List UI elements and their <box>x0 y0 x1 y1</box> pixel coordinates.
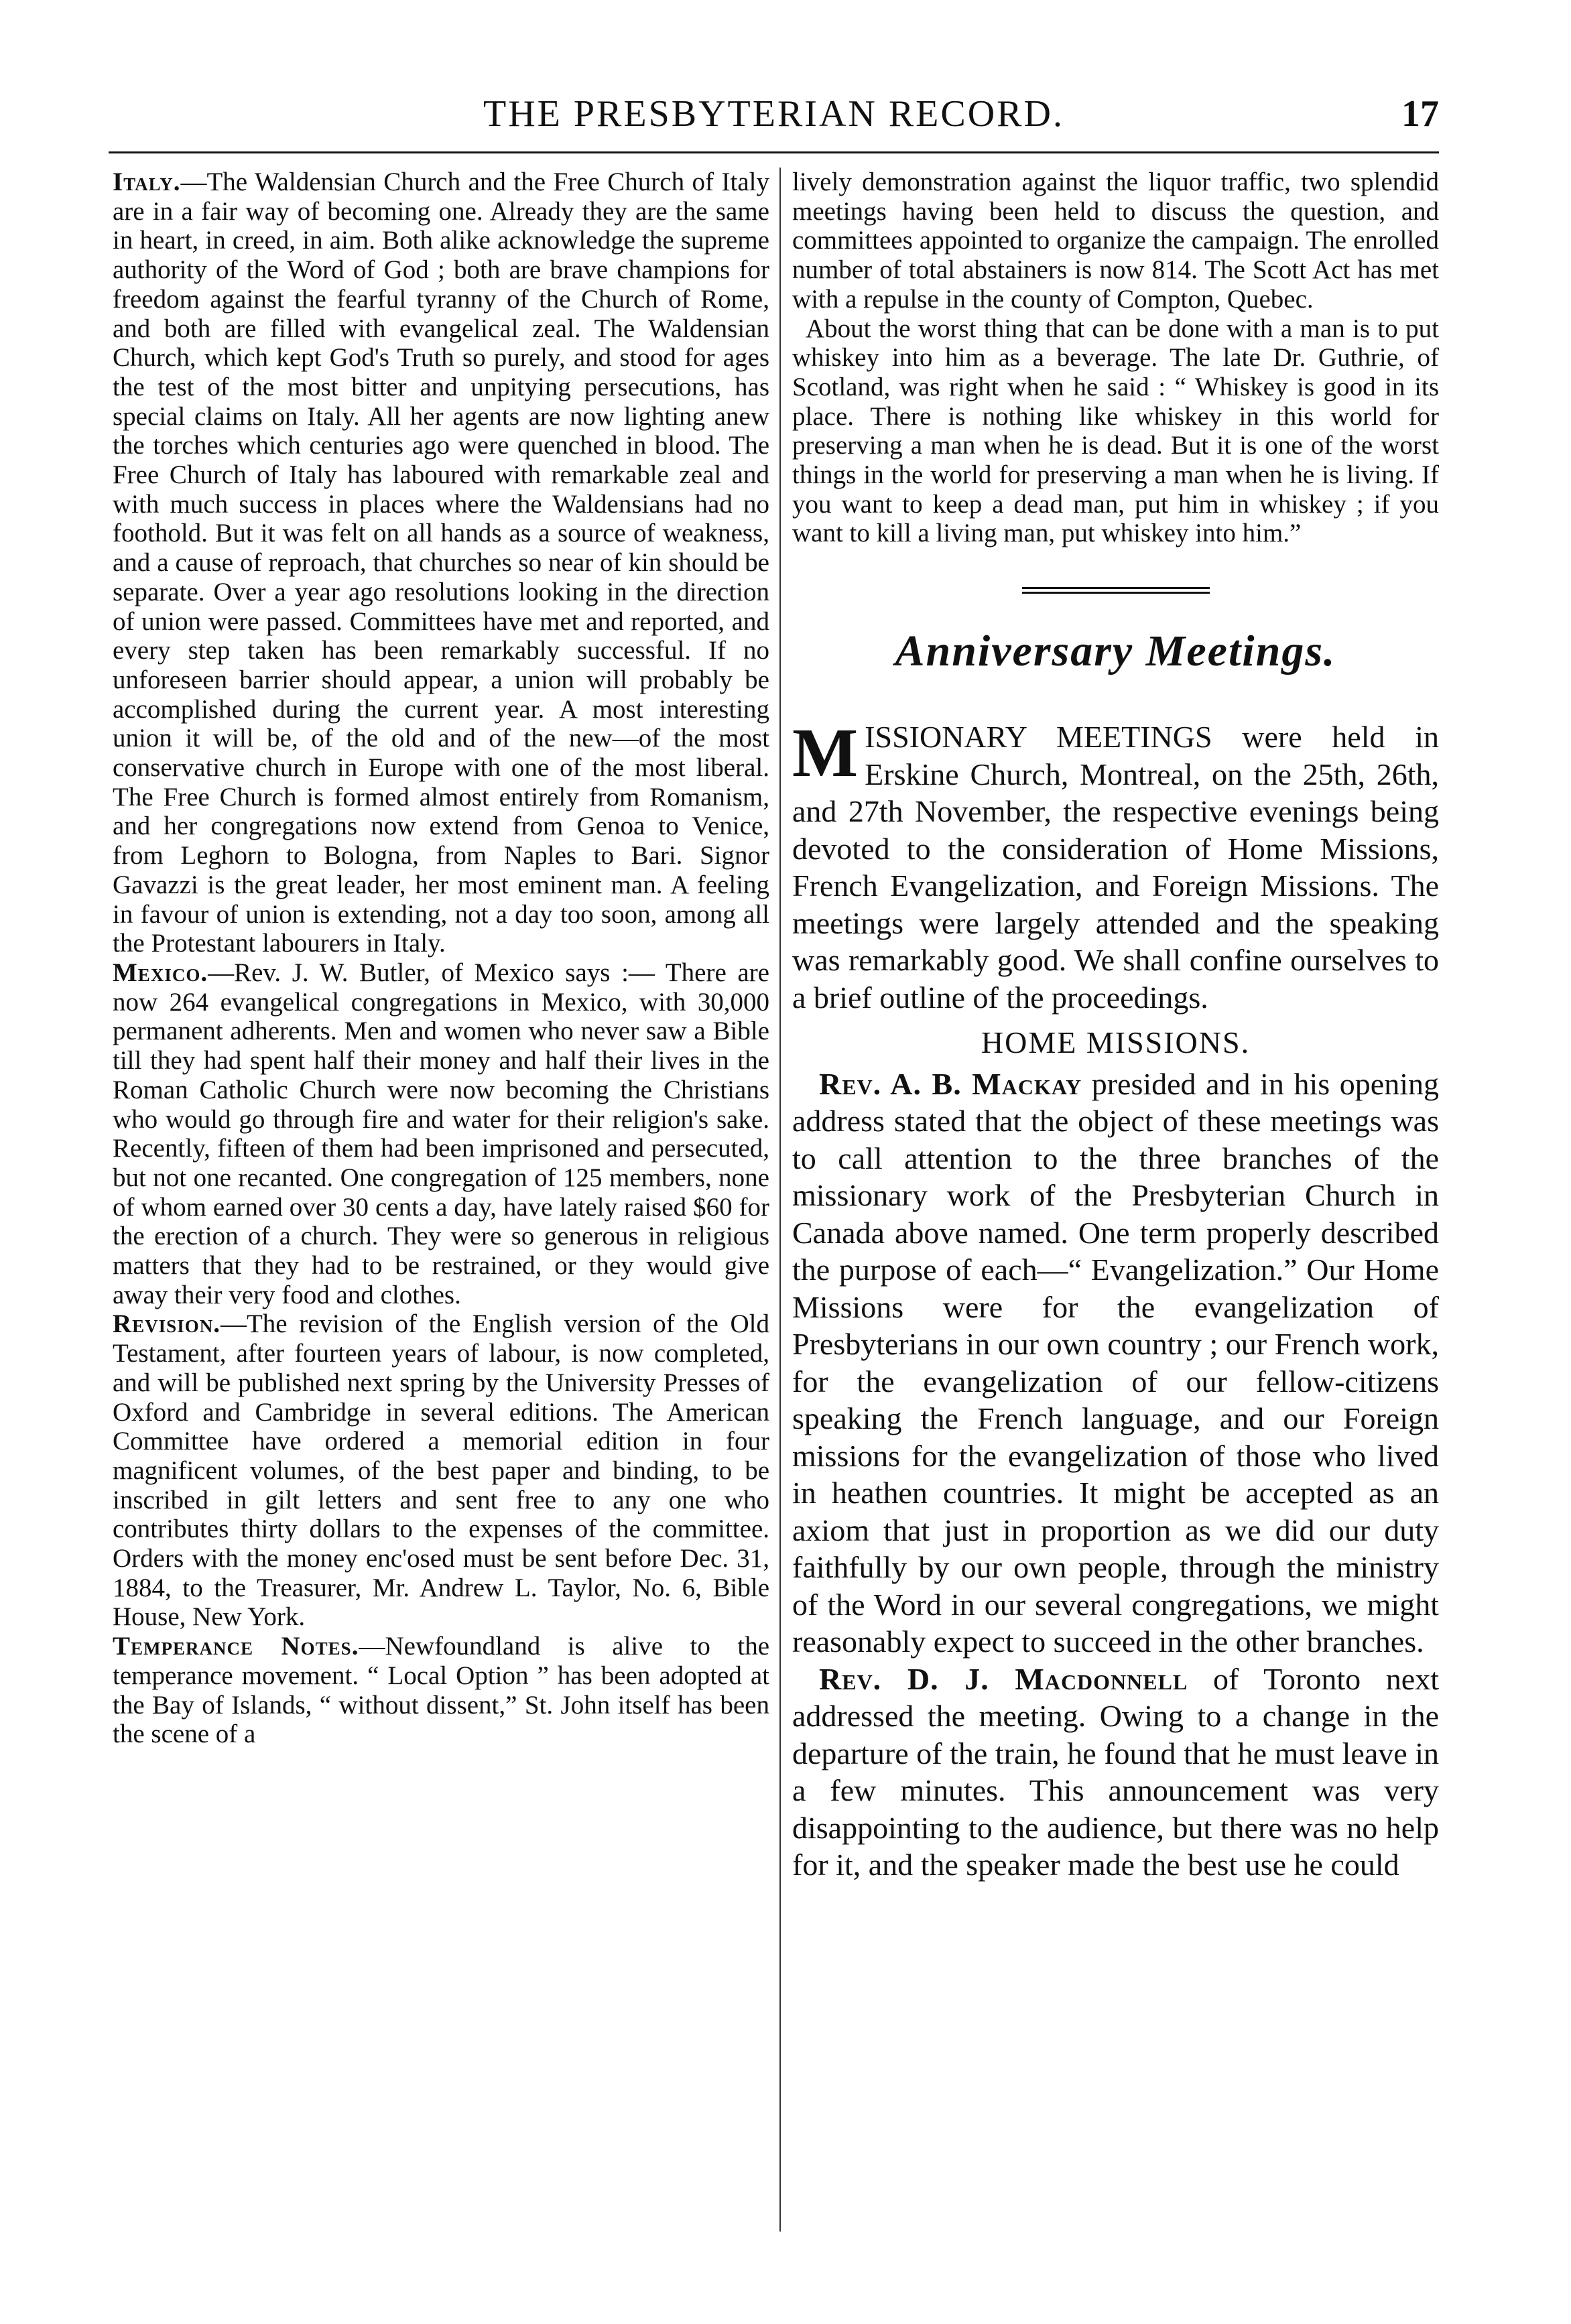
home-missions-heading: HOME MISSIONS. <box>981 1025 1251 1060</box>
macdonnell-text: of Toronto next addressed the meeting. Owing to a change in the departure of the train, he found that he must leave in a few minutes. This announcement was very disappointing to the audience, but there was no help for it, and the speaker made the best use he could <box>792 1661 1440 1882</box>
page-header <box>109 92 1439 146</box>
mackay-paragraph <box>792 1066 1439 1661</box>
macdonnell-lead: Rev. D. J. Macdonnell <box>819 1661 1188 1696</box>
temperance-paragraph <box>113 1632 769 1749</box>
revision-text: —The revision of the English version of the Old Testament, after fourteen years of labour, is now completed, and will be published next spring by the University Presses of Oxford and Cambridge in several editions. The American Committee have ordered a memorial edition in four magnificent volumes, of the best paper and binding, to be inscribed in gilt letters and sent free to any one who contributes thirty dollars to the expenses of the committee. Orders with the money enc'osed must be sent before Dec. 31, 1884, to the Treasurer, Mr. Andrew L. Taylor, No. 6, Bible House, New York. <box>113 1309 769 1632</box>
italy-paragraph <box>113 168 769 958</box>
mackay-text: presided and in his opening address stated that the object of these meetings was to call attention to the three branches of the missionary work of the Presbyterian Church in Canada above named. One term properly described the purpose of each—“ Evangelization.” Our Home Missions were for the evangelization of Presbyterians in our own country ; our French work, for the evangelization of our fellow-citizens speaking the French language, and our Foreign missions for the evangelization of those who lived in heathen countries. It might be accepted as an axiom that just in proportion as we did our duty faithfully by our own people, through the ministry of the Word in our several congregations, we might reasonably expect to succeed in the other branches. <box>792 1066 1439 1659</box>
drop-cap: M <box>792 714 859 792</box>
temperance-lead: Temperance Notes. <box>113 1632 359 1661</box>
column-divider <box>779 168 781 2232</box>
section-heading: Anniversary Meetings. <box>895 627 1336 676</box>
mexico-lead: Mexico. <box>113 958 208 987</box>
mexico-paragraph <box>113 958 769 1309</box>
running-title: THE PRESBYTERIAN RECORD. <box>483 93 1064 135</box>
anniversary-meetings-body <box>792 714 1440 1884</box>
header-rule <box>109 151 1439 153</box>
italy-text: —The Waldensian Church and the Free Church of Italy are in a fair way of becoming one. Already they are the same in heart, in creed, in aim. Both alike acknowledge the supreme authority of the Word of God ; both are brave champions for freedom against the fearful tyranny of the Church of Rome, and both are filled with evangelical zeal. The Waldensian Church, which kept God's Truth so purely, and stood for ages the test of the most bitter and unpitying persecutions, has special claims on Italy. All her agents are now lighting anew the torches which centuries ago were quenched in blood. The Free Church of Italy has laboured with remarkable zeal and with much success in places where the Waldensians had no foothold. But it was felt on all hands as a source of weakness, and a cause of reproach, that churches so near of kin should be separate. Over a year ago resolutions looking in the direction of union were passed. Committees have met and reported, and every step taken has been remarkably successful. If no unforeseen barrier should appear, a union will probably be accomplished during the current year. A most interesting union it will be, of the old and of the new—of the most conservative church in Europe with one of the most liberal. The Free Church is formed almost entirely from Romanism, and her congregations now extend from Genoa to Venice, from Leghorn to Bologna, from Naples to Bari. Signor Gavazzi is the great leader, her most eminent man. A feeling in favour of union is extending, not a day too soon, among all the Protestant labourers in Italy. <box>113 168 769 958</box>
italy-lead: Italy. <box>113 168 181 196</box>
temperance-text: —Newfoundland is alive to the temperance movement. “ Local Option ” has been adopted at the Bay of Islands, “ without dissent,” St. John itself has been the scene of a <box>113 1632 770 1749</box>
section-rule <box>1022 587 1210 594</box>
whiskey-paragraph: About the worst thing that can be done with a man is to put whiskey into him as a beverage. The late Dr. Guthrie, of Scotland, was right when he said : “ Whiskey is good in its place. There is nothing like whiskey in this world for preserving a man when he is dead. But it is one of the worst things in the world for preserving a man when he is living. If you want to keep a dead man, put him in whiskey ; if you want to kill a living man, put whiskey into him.” <box>792 314 1439 548</box>
temperance-continued-text: lively demonstration against the liquor traffic, two splendid meetings having been held to discuss the question, and committees appointed to organize the campaign. The enrolled number of total abstainers is now 814. The Scott Act has met with a repulse in the county of Compton, Quebec. <box>792 168 1439 314</box>
page-number: 17 <box>1401 93 1439 135</box>
mackay-lead: Rev. A. B. Mackay <box>819 1066 1082 1101</box>
right-column <box>792 168 1439 1884</box>
intro-text: ISSIONARY MEETINGS were held in Erskine Church, Montreal, on the 25th, 26th, and 27th November, the respective evenings being devoted to the consideration of Home Missions, French Evangelization, and Foreign Missions. The meetings were largely attended and the speaking was remarkably good. We shall confine ourselves to a brief outline of the proceedings. <box>792 720 1439 1015</box>
left-column <box>113 168 769 1749</box>
temperance-continuation <box>792 168 1439 548</box>
revision-paragraph <box>113 1309 769 1632</box>
macdonnell-paragraph <box>792 1661 1439 1884</box>
revision-lead: Revision. <box>113 1309 221 1339</box>
intro-paragraph <box>792 714 1439 1016</box>
mexico-text: —Rev. J. W. Butler, of Mexico says :— There are now 264 evangelical congregations in Mexico, with 30,000 permanent adherents. Men and women who never saw a Bible till they had spent half their money and half their lives in the Roman Catholic Church were now becoming the Christians who would go through fire and water for their religion's sake. Recently, fifteen of them had been imprisoned and persecuted, but not one recanted. One congregation of 125 members, none of whom earned over 30 cents a day, have lately raised $60 for the erection of a church. They were so generous in religious matters that they had to be restrained, or they would give away their very food and clothes. <box>113 958 769 1309</box>
